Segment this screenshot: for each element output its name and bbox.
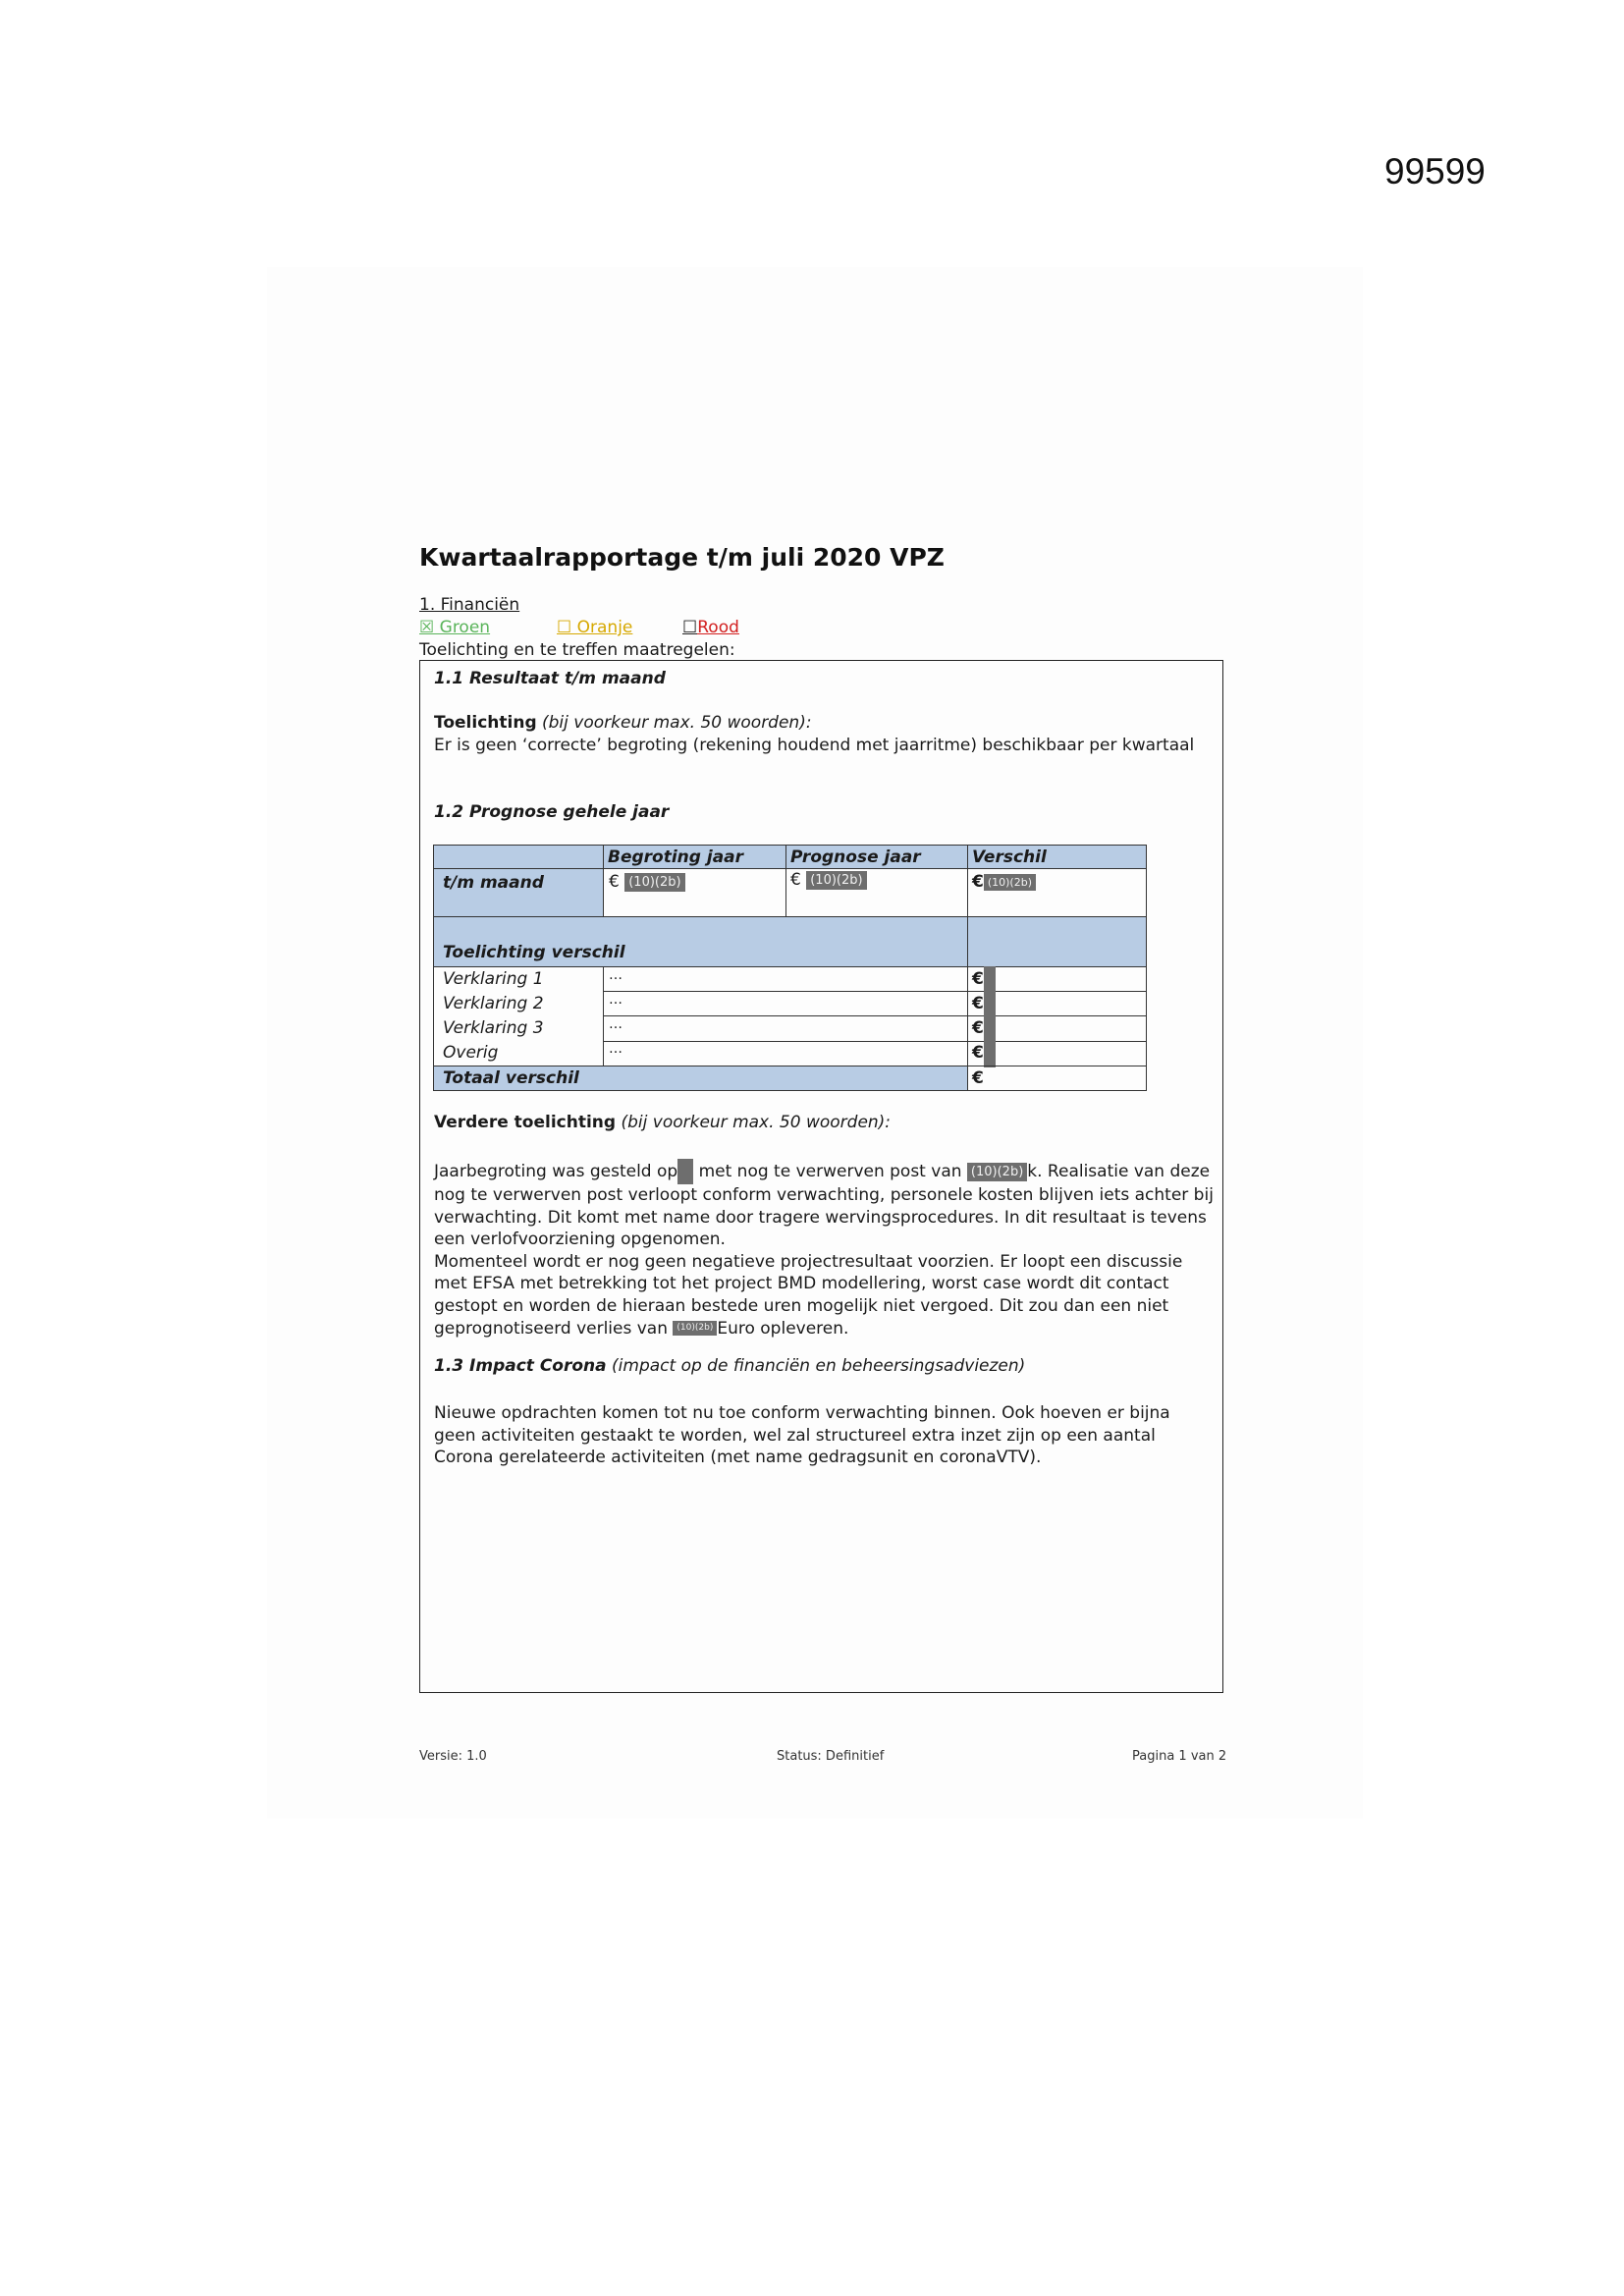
table-header-empty	[433, 845, 604, 869]
toelichting-label: Toelichting	[434, 713, 537, 733]
toelichting-hint: (bij voorkeur max. 50 woorden):	[536, 713, 812, 733]
report-title: Kwartaalrapportage t/m juli 2020 VPZ	[419, 543, 945, 572]
section-heading-financien: 1. Financiën	[419, 595, 520, 615]
col-begroting-label: Begroting jaar	[608, 847, 744, 867]
corona-paragraph: Nieuwe opdrachten komen tot nu toe conform verwachting binnen. Ook hoeven er bijna geen activiteiten gestaakt te worden, wel zal structureel extra inzet zijn op een aantal Corona gerelateerde activiteiten (met name gedragsunit en coronaVTV).	[434, 1403, 1170, 1468]
status-red-checkbox[interactable]	[682, 618, 739, 637]
overig-label: Overig	[443, 1043, 499, 1063]
redaction-block: (10)(2b)	[673, 1321, 717, 1336]
forecast-table	[433, 845, 1147, 1091]
amount-redaction-bar	[984, 966, 996, 1067]
further-p1-a: Jaarbegroting was gesteld op	[434, 1162, 678, 1181]
document-id: 99599	[1384, 151, 1486, 191]
verklaring-2-label: Verklaring 2	[443, 994, 544, 1013]
row-tm-maand-label: t/m maand	[443, 873, 544, 893]
redaction-block: (10)(2b)	[624, 873, 684, 892]
further-paragraph	[434, 1159, 1215, 1339]
further-hint: (bij voorkeur max. 50 woorden):	[616, 1113, 892, 1132]
footer-status: Status: Definitief	[777, 1749, 885, 1764]
footer-page: Pagina 1 van 2	[1132, 1749, 1227, 1764]
red-checkbox-box: ☐	[682, 618, 698, 637]
row-divider	[603, 991, 1147, 1016]
col-verschil-label: Verschil	[972, 847, 1047, 867]
status-checkboxes	[419, 618, 739, 637]
corona-hint: (impact op de financiën en beheersingsadviezen)	[606, 1356, 1026, 1376]
toelichting-verschil-header-right	[967, 916, 1147, 967]
total-amount-cell	[967, 1066, 1147, 1091]
verklaring-value-column	[603, 966, 968, 1066]
result-toelichting-text: Er is geen ‘correcte’ begroting (rekening houdend met jaarritme) beschikbaar per kwartaal	[434, 736, 1195, 755]
result-heading: 1.1 Resultaat t/m maand	[434, 669, 666, 688]
verklaring-3-label: Verklaring 3	[443, 1018, 544, 1038]
further-label: Verdere toelichting	[434, 1113, 617, 1132]
explanation-label: Toelichting en te treffen maatregelen:	[419, 640, 735, 660]
corona-heading: 1.3 Impact Corona	[434, 1356, 607, 1376]
total-label: Totaal verschil	[443, 1068, 579, 1088]
currency-symbol: €	[609, 872, 620, 892]
verklaring-1-value: …	[609, 967, 623, 983]
currency-symbol: €	[790, 870, 801, 890]
further-heading	[434, 1113, 891, 1132]
status-orange-checkbox[interactable]: ☐ Oranje	[557, 618, 633, 637]
total-amount: €	[972, 1068, 984, 1088]
row-divider	[603, 1041, 1147, 1042]
overig-amount: €	[972, 1043, 984, 1063]
redaction-block	[677, 1159, 693, 1184]
verklaring-3-value: …	[609, 1016, 623, 1032]
verschil-value	[972, 872, 1036, 892]
further-p2-b: Euro opleveren.	[717, 1318, 849, 1339]
begroting-value	[609, 872, 685, 892]
further-p1-c: k. Realisatie van deze nog te verwerven post verloopt conform verwachting, personele kosten blijven iets achter bij verwachting. Dit komt met name door tragere wervingsprocedures. In dit resultaat is tevens een verlofvoorziening opgenomen.	[434, 1162, 1214, 1250]
currency-symbol: €	[972, 872, 984, 892]
verklaring-2-amount: €	[972, 994, 984, 1013]
verklaring-2-value: …	[609, 992, 623, 1008]
further-p1-b: met nog te verwerven post van	[693, 1162, 967, 1181]
status-green-checkbox[interactable]: ☒ Groen	[419, 618, 491, 637]
verklaring-1-label: Verklaring 1	[443, 969, 544, 989]
red-checkbox-label: Rood	[697, 618, 739, 637]
redaction-block: (10)(2b)	[967, 1163, 1027, 1181]
toelichting-verschil-label: Toelichting verschil	[443, 943, 625, 962]
redaction-block: (10)(2b)	[984, 874, 1036, 891]
redaction-block: (10)(2b)	[806, 871, 866, 890]
prognose-value	[790, 870, 867, 890]
verklaring-1-amount: €	[972, 969, 984, 989]
overig-value: …	[609, 1041, 623, 1057]
corona-heading-line	[434, 1356, 1025, 1376]
forecast-heading: 1.2 Prognose gehele jaar	[434, 802, 670, 822]
further-p2-a: Momenteel wordt er nog geen negatieve projectresultaat voorzien. Er loopt een discussie met EFSA met betrekking tot het project BMD modellering, worst case wordt dit contact gestopt en worden de hieraan bestede uren mogelijk niet vergoed. Dit zou dan een niet geprognotiseerd verlies van	[434, 1251, 1183, 1339]
verklaring-3-amount: €	[972, 1018, 984, 1038]
result-toelichting-line	[434, 713, 812, 733]
col-prognose-label: Prognose jaar	[790, 847, 921, 867]
footer-version: Versie: 1.0	[419, 1749, 487, 1764]
